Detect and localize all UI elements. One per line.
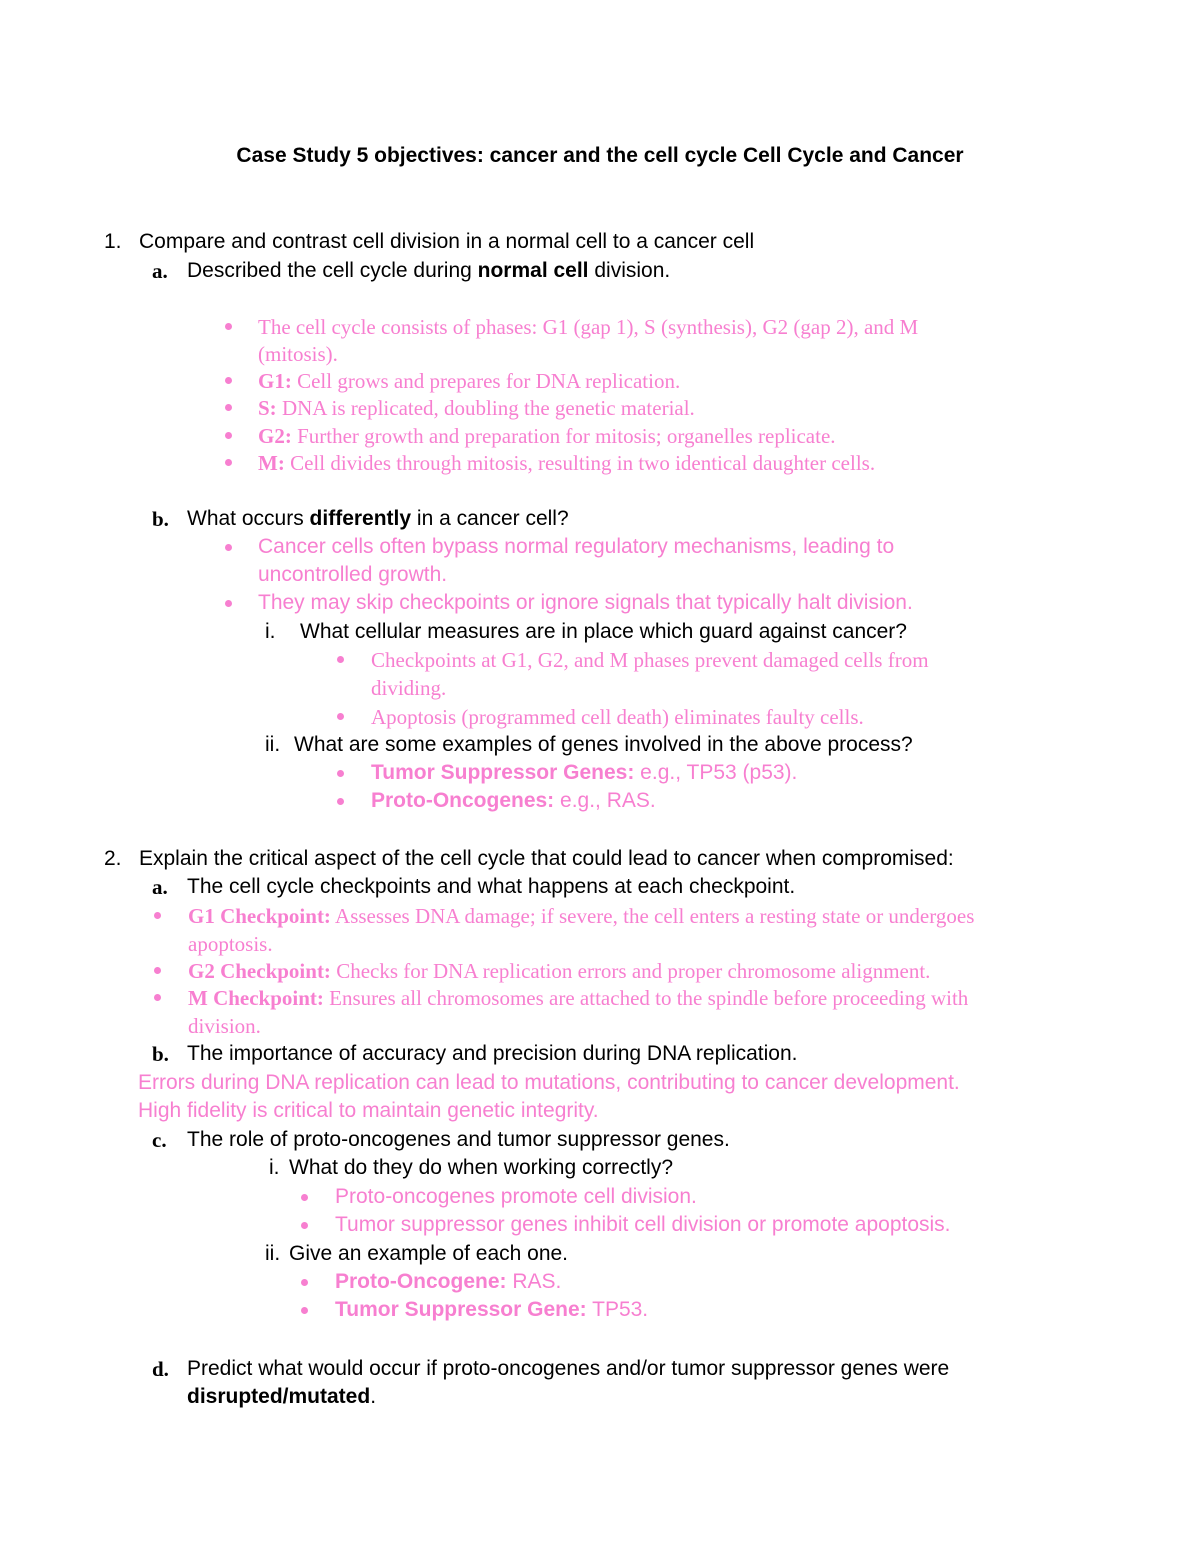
q2a-text: The cell cycle checkpoints and what happens at each checkpoint.: [187, 875, 796, 898]
q1-number: 1.: [104, 230, 122, 253]
q1b-i-answer-1-cont: dividing.: [371, 676, 447, 700]
bullet-icon: [301, 1194, 308, 1201]
q2c-ii-answer-1: Proto-Oncogene: RAS.: [335, 1270, 562, 1293]
page-title: Case Study 5 objectives: cancer and the cell cycle Cell Cycle and Cancer: [236, 144, 964, 167]
q2a-answer-g1-cont: apoptosis.: [188, 932, 273, 956]
q1b-label: b.: [152, 507, 169, 531]
q2c-i-text: What do they do when working correctly?: [289, 1156, 674, 1179]
q2c-i-answer-2: Tumor suppressor genes inhibit cell division or promote apoptosis.: [335, 1213, 951, 1236]
q1b-i-text: What cellular measures are in place which guard against cancer?: [300, 620, 907, 643]
q2a-answer-m-cont: division.: [188, 1014, 261, 1038]
q1b-i-label: i.: [265, 620, 276, 643]
q1a-answer-s: S: DNA is replicated, doubling the genetic material.: [258, 396, 695, 420]
q2a-label: a.: [152, 875, 168, 899]
q2b-text: The importance of accuracy and precision during DNA replication.: [187, 1042, 798, 1065]
q1a-answer-g1: G1: Cell grows and prepares for DNA replication.: [258, 369, 681, 393]
q2b-answer-1: Errors during DNA replication can lead to mutations, contributing to cancer development.: [138, 1071, 960, 1094]
q1b-i-answer-1: Checkpoints at G1, G2, and M phases prevent damaged cells from: [371, 648, 929, 672]
q2c-i-answer-1: Proto-oncogenes promote cell division.: [335, 1185, 697, 1208]
q1b-ii-text: What are some examples of genes involved in the above process?: [294, 733, 913, 756]
bullet-icon: [337, 770, 344, 777]
bullet-icon: [225, 600, 232, 607]
q1b-text: What occurs differently in a cancer cell?: [187, 507, 569, 530]
bullet-icon: [225, 377, 232, 384]
q1b-answer-1-cont: uncontrolled growth.: [258, 563, 448, 586]
q2c-ii-text: Give an example of each one.: [289, 1242, 569, 1265]
bullet-icon: [225, 432, 232, 439]
q2c-label: c.: [152, 1128, 167, 1152]
q2c-ii-label: ii.: [265, 1242, 281, 1265]
q2b-label: b.: [152, 1042, 169, 1066]
q1a-answer-g2: G2: Further growth and preparation for mitosis; organelles replicate.: [258, 424, 836, 448]
q2-text: Explain the critical aspect of the cell cycle that could lead to cancer when compromised:: [139, 847, 954, 870]
q1a-text: Described the cell cycle during normal cell division.: [187, 259, 671, 282]
q2a-answer-g1: G1 Checkpoint: Assesses DNA damage; if severe, the cell enters a resting state or undergoes: [188, 904, 975, 928]
bullet-icon: [337, 656, 344, 663]
q2a-answer-m: M Checkpoint: Ensures all chromosomes are attached to the spindle before proceeding with: [188, 986, 969, 1010]
bullet-icon: [337, 713, 344, 720]
q2c-i-label: i.: [269, 1156, 280, 1179]
bullet-icon: [301, 1279, 308, 1286]
q2d-label: d.: [152, 1357, 169, 1381]
bullet-icon: [225, 404, 232, 411]
bullet-icon: [301, 1222, 308, 1229]
bullet-icon: [301, 1307, 308, 1314]
q1b-ii-label: ii.: [265, 733, 281, 756]
q2d-text: Predict what would occur if proto-oncogenes and/or tumor suppressor genes were: [187, 1357, 950, 1380]
q1a-answer-1-cont: (mitosis).: [258, 342, 338, 366]
q2b-answer-2: High fidelity is critical to maintain genetic integrity.: [138, 1099, 599, 1122]
q2a-answer-g2: G2 Checkpoint: Checks for DNA replication errors and proper chromosome alignment.: [188, 959, 931, 983]
bullet-icon: [225, 323, 232, 330]
q1b-answer-1: Cancer cells often bypass normal regulatory mechanisms, leading to: [258, 535, 895, 558]
q1b-answer-2: They may skip checkpoints or ignore signals that typically halt division.: [258, 591, 913, 614]
q1b-i-answer-2: Apoptosis (programmed cell death) eliminates faulty cells.: [371, 705, 864, 729]
q1a-answer-m: M: Cell divides through mitosis, resulting in two identical daughter cells.: [258, 451, 876, 475]
q1-text: Compare and contrast cell division in a normal cell to a cancer cell: [139, 230, 755, 253]
bullet-icon: [154, 967, 161, 974]
q1b-ii-answer-1: Tumor Suppressor Genes: e.g., TP53 (p53).: [371, 761, 798, 784]
bullet-icon: [154, 912, 161, 919]
bullet-icon: [337, 798, 344, 805]
q1a-label: a.: [152, 259, 168, 283]
q1b-ii-answer-2: Proto-Oncogenes: e.g., RAS.: [371, 789, 656, 812]
q1a-answer-1: The cell cycle consists of phases: G1 (gap 1), S (synthesis), G2 (gap 2), and M: [258, 315, 919, 339]
q2d-text-cont: disrupted/mutated.: [187, 1385, 377, 1408]
q2c-text: The role of proto-oncogenes and tumor suppressor genes.: [187, 1128, 730, 1151]
bullet-icon: [225, 544, 232, 551]
q2-number: 2.: [104, 847, 122, 870]
q2c-ii-answer-2: Tumor Suppressor Gene: TP53.: [335, 1298, 649, 1321]
bullet-icon: [225, 459, 232, 466]
bullet-icon: [154, 994, 161, 1001]
